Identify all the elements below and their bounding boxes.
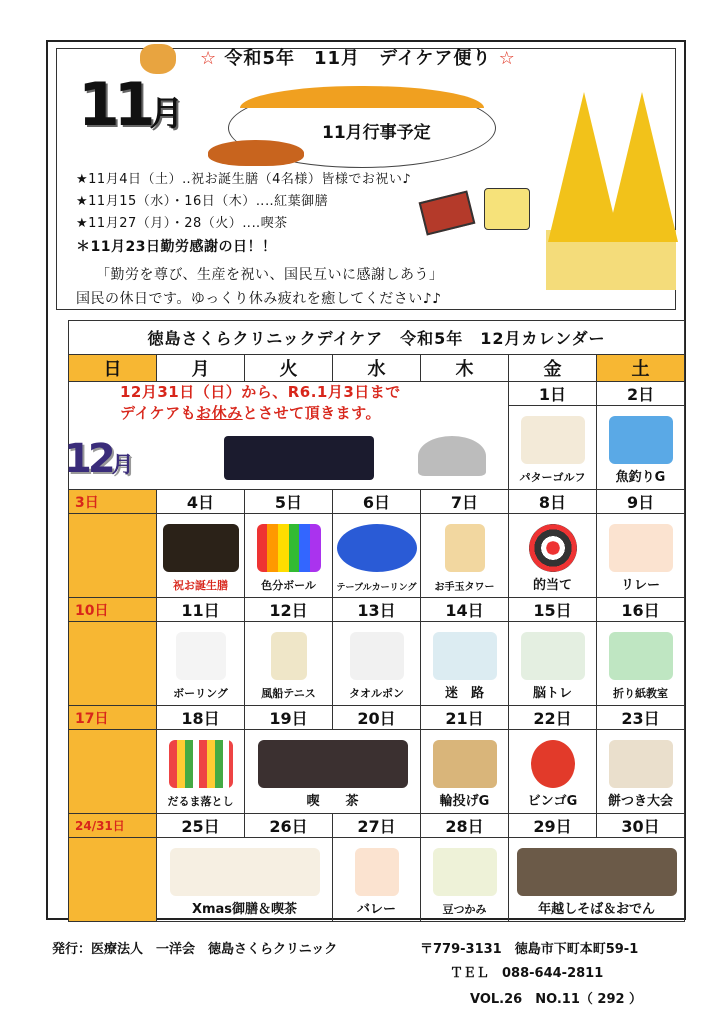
event-line: ★11月4日（土）‥祝お誕生膳（4名様）皆様でお祝い♪ (76, 172, 412, 187)
activity-caption: ボーリング (173, 687, 228, 700)
date-cell: 16日 (597, 598, 685, 622)
putter-golf-illustration (521, 416, 585, 464)
date-cell: 11日 (157, 598, 245, 622)
holiday-notice (120, 382, 401, 424)
pot-illustration (208, 140, 304, 166)
activity-cell (421, 730, 509, 814)
activity-cell (509, 406, 597, 490)
ginkgo-tree-right-illustration (606, 92, 678, 242)
sweet-potato-illustration (484, 188, 530, 230)
cat-towel-illustration (350, 632, 404, 680)
event-line: ★11月27（月）・28（火）‥‥喫茶 (76, 216, 288, 231)
date-cell: 7日 (421, 490, 509, 514)
activity-cell (333, 622, 421, 706)
activity-cell (597, 406, 685, 490)
activity-caption: Xmas御膳＆喫茶 (191, 902, 298, 917)
publisher-line: 発行：医療法人 一洋会 徳島さくらクリニック (52, 942, 338, 957)
date-cell: 18日 (157, 706, 245, 730)
sunday-date: 3日 (69, 490, 157, 514)
sunday-cell (69, 730, 157, 814)
volume-number: VOL.26 NO.11（ 292 ） (470, 992, 643, 1007)
weekday-header: 木 (421, 355, 509, 382)
activity-caption: パターゴルフ (519, 471, 586, 484)
origami-crane-illustration (609, 632, 673, 680)
weekday-header: 金 (509, 355, 597, 382)
activity-caption: 色分ボール (261, 579, 316, 592)
date-cell: 26日 (245, 814, 333, 838)
date-cell: 13日 (333, 598, 421, 622)
postal-address: 〒779-3131 徳島市下町本町59-1 (420, 942, 639, 957)
weekday-header: 水 (333, 355, 421, 382)
date-cell: 2日 (597, 382, 685, 406)
activity-cell (421, 838, 509, 922)
activity-caption: 折り紙教室 (613, 687, 669, 700)
weekday-header: 月 (157, 355, 245, 382)
dartboard-illustration (529, 524, 577, 572)
activity-cell (421, 514, 509, 598)
sunday-cell (69, 514, 157, 598)
sunday-date: 17日 (69, 706, 157, 730)
holiday-notice-line2: デイケアもお休みとさせて頂きます。 (120, 404, 381, 422)
activity-cell (245, 622, 333, 706)
activity-caption: 豆つかみ (442, 903, 487, 916)
activity-caption: お手玉タワー (434, 582, 495, 593)
table-curling-illustration (337, 524, 417, 572)
date-cell: 27日 (333, 814, 421, 838)
activity-caption: バレー (356, 902, 396, 917)
weekday-header: 土 (597, 355, 685, 382)
activity-cell (509, 730, 597, 814)
sunday-date: 10日 (69, 598, 157, 622)
newsletter-title-text: 令和5年 11月 デイケア便り (224, 48, 492, 69)
golf-putting-illustration (418, 436, 486, 476)
activity-caption: リレー (621, 578, 661, 593)
notice-quote: 「勤労を尊び、生産を祝い、国民互いに感謝しあう」 (96, 267, 444, 283)
activity-cell (157, 730, 245, 814)
activity-caption: 餅つき大会 (608, 794, 674, 809)
activity-cell (421, 622, 509, 706)
mochi-pounding-illustration (609, 740, 673, 788)
date-cell: 12日 (245, 598, 333, 622)
bingo-illustration (531, 740, 575, 788)
volleyball-player-illustration (355, 848, 399, 896)
date-cell: 15日 (509, 598, 597, 622)
activity-cell (245, 514, 333, 598)
star-icon: ☆ (498, 48, 516, 69)
date-cell: 29日 (509, 814, 597, 838)
weekday-header: 火 (245, 355, 333, 382)
activity-caption: 的当て (532, 578, 572, 593)
bowling-illustration (176, 632, 226, 680)
activity-caption: タオルポン (349, 687, 404, 700)
sunday-date: 24/31日 (69, 814, 157, 838)
activity-caption: 喫 茶 (306, 794, 359, 809)
activity-caption: 輪投げG (439, 794, 490, 809)
date-cell: 22日 (509, 706, 597, 730)
activity-caption: 年越しそば＆おでん (538, 902, 655, 917)
weekday-header: 日 (69, 355, 157, 382)
schedule-title: 11月行事予定 (322, 123, 431, 143)
activity-cell (333, 838, 421, 922)
bean-chopsticks-illustration (433, 848, 497, 896)
soba-oden-illustration (517, 848, 677, 896)
activity-caption: ビンゴG (527, 794, 578, 809)
relay-children-illustration (609, 524, 673, 572)
ring-toss-illustration (433, 740, 497, 788)
tennis-racket-illustration (271, 632, 307, 680)
fishing-illustration (609, 416, 673, 464)
santa-sleigh-illustration (224, 436, 374, 480)
activity-caption: 魚釣りG (615, 470, 666, 485)
date-cell: 1日 (509, 382, 597, 406)
activity-cell (509, 622, 597, 706)
date-cell: 14日 (421, 598, 509, 622)
date-cell: 21日 (421, 706, 509, 730)
event-line: ★11月15（水）・16日（木）‥‥紅葉御膳 (76, 194, 329, 209)
notice-body: 国民の休日です。ゆっくり休み疲れを癒してください♪♪ (76, 291, 442, 307)
sunday-cell (69, 838, 157, 922)
color-crayons-illustration (257, 524, 321, 572)
cafe-table-illustration (258, 740, 408, 788)
activity-caption: 祝お誕生膳 (173, 579, 228, 592)
activity-caption: だるま落とし (167, 795, 234, 808)
big-month-12: 12月 (64, 436, 134, 482)
pencil-eraser-illustration (521, 632, 585, 680)
date-cell: 4日 (157, 490, 245, 514)
maze-illustration (433, 632, 497, 680)
activity-cell (157, 514, 245, 598)
xmas-chicken-coffee-illustration (170, 848, 320, 896)
phone-number: ＴＥＬ 088-644-2811 (450, 966, 604, 981)
activity-cell (509, 838, 685, 922)
calendar-title: 徳島さくらクリニックデイケア 令和5年 12月カレンダー (69, 321, 685, 355)
date-cell: 6日 (333, 490, 421, 514)
activity-cell (245, 730, 421, 814)
date-cell: 20日 (333, 706, 421, 730)
clown-illustration (445, 524, 485, 572)
date-cell: 9日 (597, 490, 685, 514)
big-month-11: 11月 (78, 70, 184, 140)
date-cell: 19日 (245, 706, 333, 730)
birthday-cake-illustration (163, 524, 239, 572)
newsletter-title (200, 44, 516, 70)
date-cell: 25日 (157, 814, 245, 838)
date-cell: 30日 (597, 814, 685, 838)
activity-cell (597, 514, 685, 598)
date-cell: 5日 (245, 490, 333, 514)
activity-cell (597, 622, 685, 706)
holiday-notice-line1: 12月31日（日）から、R6.1月3日まで (120, 383, 401, 401)
star-icon: ☆ (200, 48, 218, 69)
date-cell: 8日 (509, 490, 597, 514)
activity-cell (157, 838, 333, 922)
activity-cell (509, 514, 597, 598)
notice-title: ＊11月23日勤労感謝の日！！ (76, 239, 277, 255)
activity-caption: 脳トレ (532, 686, 572, 701)
activity-cell (333, 514, 421, 598)
activity-caption: テーブルカーリング (336, 583, 417, 593)
activity-caption: 風船テニス (261, 687, 316, 700)
date-cell: 28日 (421, 814, 509, 838)
daruma-otoshi-illustration (169, 740, 233, 788)
activity-caption: 迷 路 (444, 686, 484, 701)
activity-cell (597, 730, 685, 814)
date-cell: 23日 (597, 706, 685, 730)
activity-cell (157, 622, 245, 706)
sunday-cell (69, 622, 157, 706)
